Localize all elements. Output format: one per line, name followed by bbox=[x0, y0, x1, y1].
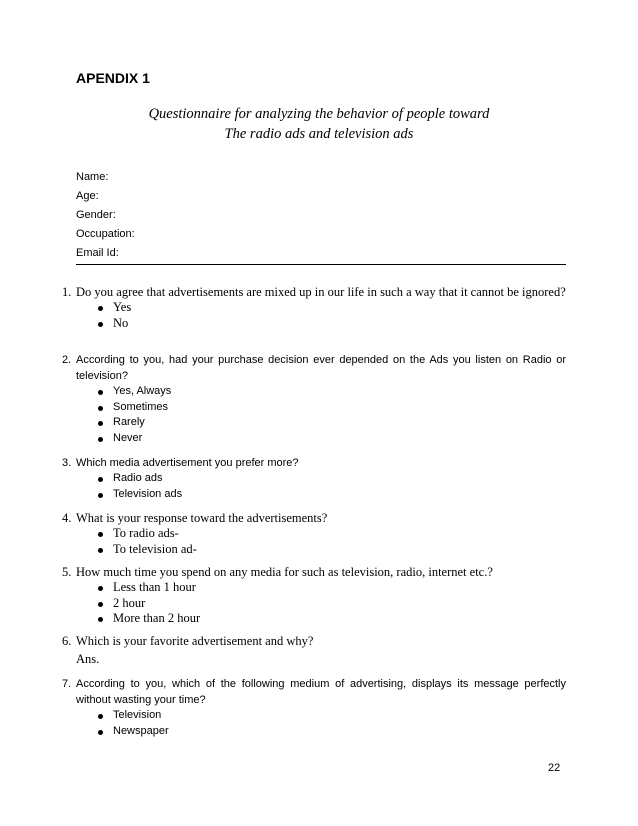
option-item bbox=[98, 724, 566, 740]
question-6 bbox=[62, 633, 566, 667]
bullet-icon bbox=[98, 548, 103, 553]
option-item bbox=[98, 580, 566, 596]
bullet-icon bbox=[98, 714, 103, 719]
question-text: Which media advertisement you prefer more? bbox=[76, 457, 299, 469]
option-list bbox=[98, 708, 566, 739]
option-item bbox=[98, 431, 566, 447]
question-text: According to you, which of the following medium of advertising, displays its message perfectly without wasting your time? bbox=[76, 678, 566, 706]
divider-line bbox=[76, 264, 566, 265]
option-label: 2 hour bbox=[113, 595, 146, 610]
name-field-label: Name: bbox=[76, 171, 109, 183]
bullet-icon bbox=[98, 586, 103, 591]
option-item bbox=[98, 400, 566, 416]
email-field-label: Email Id: bbox=[76, 247, 119, 259]
option-item bbox=[98, 487, 566, 503]
option-label: Radio ads bbox=[113, 472, 163, 484]
question-number: 3. bbox=[62, 457, 72, 469]
option-label: To television ad- bbox=[113, 541, 197, 556]
question-text: How much time you spend on any media for such as television, radio, internet etc.? bbox=[76, 565, 493, 579]
bullet-icon bbox=[98, 730, 103, 735]
age-field-label: Age: bbox=[76, 190, 99, 202]
question-number: 4. bbox=[62, 511, 72, 525]
answer-label: Ans. bbox=[76, 652, 100, 666]
question-text: According to you, had your purchase decision ever depended on the Ads you listen on Radio or television? bbox=[76, 354, 566, 382]
bullet-icon bbox=[98, 437, 103, 442]
option-list bbox=[98, 526, 566, 557]
option-list bbox=[98, 471, 566, 502]
option-item bbox=[98, 596, 566, 612]
question-number: 2. bbox=[62, 354, 72, 366]
option-label: Yes, Always bbox=[113, 385, 172, 397]
option-item bbox=[98, 611, 566, 627]
option-item bbox=[98, 316, 566, 332]
option-label: Television bbox=[113, 709, 162, 721]
bullet-icon bbox=[98, 322, 103, 327]
question-5 bbox=[62, 564, 566, 627]
bullet-icon bbox=[98, 493, 103, 498]
option-label: More than 2 hour bbox=[113, 611, 201, 626]
question-7 bbox=[62, 676, 566, 739]
option-label: Less than 1 hour bbox=[113, 580, 196, 594]
question-number: 7. bbox=[62, 678, 72, 690]
option-label: Sometimes bbox=[113, 400, 169, 413]
option-label: Never bbox=[113, 431, 143, 444]
subtitle-line-2: The radio ads and television ads bbox=[224, 126, 414, 142]
question-2 bbox=[62, 352, 566, 446]
option-label: Rarely bbox=[113, 416, 145, 429]
appendix-heading: APENDIX 1 bbox=[76, 70, 150, 86]
option-label: Newspaper bbox=[113, 724, 169, 737]
option-label: Yes bbox=[113, 300, 132, 314]
option-list bbox=[98, 300, 566, 331]
bullet-icon bbox=[98, 602, 103, 607]
option-item bbox=[98, 415, 566, 431]
option-item bbox=[98, 384, 566, 400]
occupation-field-label: Occupation: bbox=[76, 228, 135, 240]
option-label: Television ads bbox=[113, 487, 183, 500]
subtitle-line-1: Questionnaire for analyzing the behavior of people toward bbox=[148, 106, 490, 122]
bullet-icon bbox=[98, 390, 103, 395]
respondent-fields bbox=[76, 168, 566, 265]
question-number: 5. bbox=[62, 565, 72, 579]
page-number: 22 bbox=[548, 762, 561, 774]
question-4 bbox=[62, 510, 566, 557]
option-list bbox=[98, 580, 566, 627]
bullet-icon bbox=[98, 532, 103, 537]
gender-field-label: Gender: bbox=[76, 209, 116, 221]
option-label: To radio ads- bbox=[113, 526, 179, 540]
option-list bbox=[98, 384, 566, 446]
question-text: Do you agree that advertisements are mixed up in our life in such a way that it cannot be ignored? bbox=[76, 285, 566, 299]
option-item bbox=[98, 708, 566, 724]
question-number: 6. bbox=[62, 634, 72, 648]
option-item bbox=[98, 300, 566, 316]
bullet-icon bbox=[98, 406, 103, 411]
question-3 bbox=[62, 455, 566, 502]
question-text: What is your response toward the advertisements? bbox=[76, 511, 328, 525]
option-item bbox=[98, 526, 566, 542]
option-label: No bbox=[113, 315, 129, 330]
bullet-icon bbox=[98, 477, 103, 482]
question-number: 1. bbox=[62, 285, 72, 299]
option-item bbox=[98, 542, 566, 558]
bullet-icon bbox=[98, 421, 103, 426]
question-text: Which is your favorite advertisement and why? bbox=[76, 634, 314, 648]
bullet-icon bbox=[98, 306, 103, 311]
question-1 bbox=[62, 284, 566, 331]
option-item bbox=[98, 471, 566, 487]
bullet-icon bbox=[98, 617, 103, 622]
